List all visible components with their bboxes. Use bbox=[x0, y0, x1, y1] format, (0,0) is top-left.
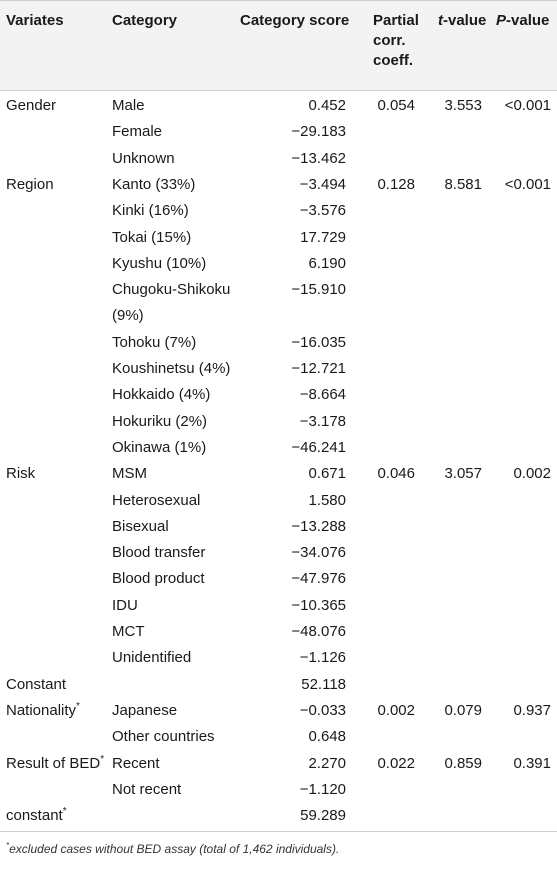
category-cell: Blood transfer bbox=[112, 544, 206, 562]
category-score-cell: −46.241 bbox=[291, 438, 346, 456]
t-value-cell: 3.553 bbox=[444, 97, 482, 114]
category-score-cell: −12.721 bbox=[291, 360, 346, 377]
t-value-cell: 0.859 bbox=[444, 754, 482, 772]
variate-cell bbox=[6, 701, 80, 721]
category-cell: Tokai (15%) bbox=[112, 228, 192, 246]
t-value-cell: 8.581 bbox=[444, 175, 482, 193]
category-score-cell: 0.452 bbox=[308, 97, 346, 114]
category-cell: Female bbox=[112, 123, 163, 141]
category-score-cell: −16.035 bbox=[291, 333, 346, 351]
category-score-cell: −1.126 bbox=[299, 649, 346, 667]
variate-cell bbox=[6, 806, 67, 826]
p-value-cell: 0.002 bbox=[513, 465, 551, 483]
variate-label: Nationality bbox=[6, 701, 77, 719]
category-score-cell: −15.910 bbox=[291, 281, 346, 299]
category-score-cell: −13.462 bbox=[291, 149, 346, 167]
partial-coeff-cell: 0.054 bbox=[377, 97, 415, 114]
t-value-cell: 0.079 bbox=[444, 701, 482, 719]
category-cell: Heterosexual bbox=[112, 491, 201, 509]
variate-cell bbox=[6, 96, 56, 116]
category-cell: Hokkaido (4%) bbox=[112, 386, 211, 404]
category-cell: Japanese bbox=[112, 701, 178, 719]
category-cell: Chugoku-Shikoku bbox=[112, 281, 231, 299]
category-score-cell: −1.120 bbox=[299, 780, 346, 798]
category-score-cell: −0.033 bbox=[299, 701, 346, 719]
category-score-cell: 0.648 bbox=[308, 728, 346, 746]
variate-cell bbox=[6, 675, 66, 695]
category-score-cell: 1.580 bbox=[308, 491, 346, 509]
category-cell: Tohoku (7%) bbox=[112, 333, 197, 351]
header-partial-corr-coeff bbox=[373, 11, 419, 71]
category-score-cell: −8.664 bbox=[299, 386, 346, 404]
category-cell: Bisexual bbox=[112, 517, 169, 535]
category-cell-continued: (9%) bbox=[112, 307, 144, 325]
category-score-cell: −3.178 bbox=[299, 412, 346, 430]
category-score-cell: 59.289 bbox=[300, 807, 346, 825]
category-score-cell: 17.729 bbox=[300, 228, 346, 246]
category-cell: Unknown bbox=[112, 149, 175, 167]
category-cell: Other countries bbox=[112, 728, 215, 746]
category-cell: Kyushu (10%) bbox=[112, 254, 207, 272]
header-variates: Variates bbox=[6, 12, 64, 29]
category-cell: Blood product bbox=[112, 570, 205, 588]
table-footnote bbox=[6, 841, 339, 856]
partial-coeff-cell: 0.128 bbox=[377, 175, 415, 193]
category-cell: IDU bbox=[112, 596, 138, 614]
partial-coeff-cell: 0.002 bbox=[377, 701, 415, 719]
partial-coeff-cell: 0.046 bbox=[377, 465, 415, 483]
header-category-score: Category score bbox=[240, 12, 350, 29]
header-partial-line1: Partial bbox=[373, 12, 419, 29]
category-cell: Okinawa (1%) bbox=[112, 438, 207, 456]
variate-footnote-mark: * bbox=[100, 753, 105, 765]
footnote-text: excluded cases without BED assay (total of 1,462 individuals). bbox=[9, 842, 340, 857]
category-score-cell: 0.671 bbox=[308, 465, 346, 483]
category-score-cell: 6.190 bbox=[308, 254, 346, 272]
category-cell: Not recent bbox=[112, 780, 182, 798]
category-score-cell: −48.076 bbox=[291, 623, 346, 640]
header-category: Category bbox=[112, 12, 178, 29]
variate-label: Risk bbox=[6, 465, 36, 483]
category-cell: Kanto (33%) bbox=[112, 175, 196, 193]
variate-cell bbox=[6, 754, 104, 774]
header-partial-line2: corr. bbox=[373, 32, 406, 49]
table-header bbox=[0, 0, 557, 91]
p-value-cell: 0.391 bbox=[513, 754, 551, 772]
variate-label: Gender bbox=[6, 97, 57, 114]
p-value-cell: <0.001 bbox=[504, 97, 551, 114]
category-cell: Koushinetsu (4%) bbox=[112, 360, 231, 377]
partial-coeff-cell: 0.022 bbox=[377, 754, 415, 772]
category-cell: MSM bbox=[112, 465, 147, 483]
category-score-cell: −34.076 bbox=[291, 544, 346, 562]
category-cell: MCT bbox=[112, 623, 145, 640]
category-cell: Unidentified bbox=[112, 649, 192, 667]
header-p-rest: -value bbox=[506, 12, 550, 29]
variate-label: Region bbox=[6, 175, 54, 193]
header-p-value bbox=[496, 11, 549, 31]
category-score-cell: −10.365 bbox=[291, 596, 346, 614]
header-t-italic: t bbox=[438, 12, 443, 29]
category-score-cell: 52.118 bbox=[301, 675, 346, 693]
variate-footnote-mark: * bbox=[76, 700, 80, 712]
header-partial-line3: coeff. bbox=[373, 52, 414, 69]
p-value-cell: 0.937 bbox=[513, 701, 551, 719]
variate-label: constant bbox=[6, 807, 63, 825]
category-score-cell: −3.494 bbox=[299, 175, 346, 193]
category-cell: Kinki (16%) bbox=[112, 202, 189, 220]
header-p-italic: P bbox=[496, 12, 507, 29]
category-score-cell: −47.976 bbox=[291, 570, 346, 588]
footnote-mark: * bbox=[6, 841, 10, 851]
variate-cell bbox=[6, 175, 54, 195]
table-bottom-rule bbox=[0, 831, 557, 832]
t-value-cell: 3.057 bbox=[444, 465, 482, 483]
header-t-value bbox=[438, 11, 486, 31]
variate-label: Constant bbox=[6, 675, 67, 693]
category-cell: Hokuriku (2%) bbox=[112, 412, 208, 430]
variate-footnote-mark: * bbox=[62, 806, 67, 818]
category-score-cell: −3.576 bbox=[299, 202, 346, 220]
category-score-cell: −29.183 bbox=[291, 123, 346, 141]
category-cell: Recent bbox=[112, 754, 160, 772]
variate-cell bbox=[6, 464, 35, 484]
category-cell: Male bbox=[112, 97, 145, 114]
category-score-cell: −13.288 bbox=[291, 517, 346, 535]
p-value-cell: <0.001 bbox=[504, 175, 551, 193]
header-t-rest: -value bbox=[443, 12, 487, 29]
variate-label: Result of BED bbox=[6, 754, 101, 772]
category-score-cell: 2.270 bbox=[308, 754, 346, 772]
